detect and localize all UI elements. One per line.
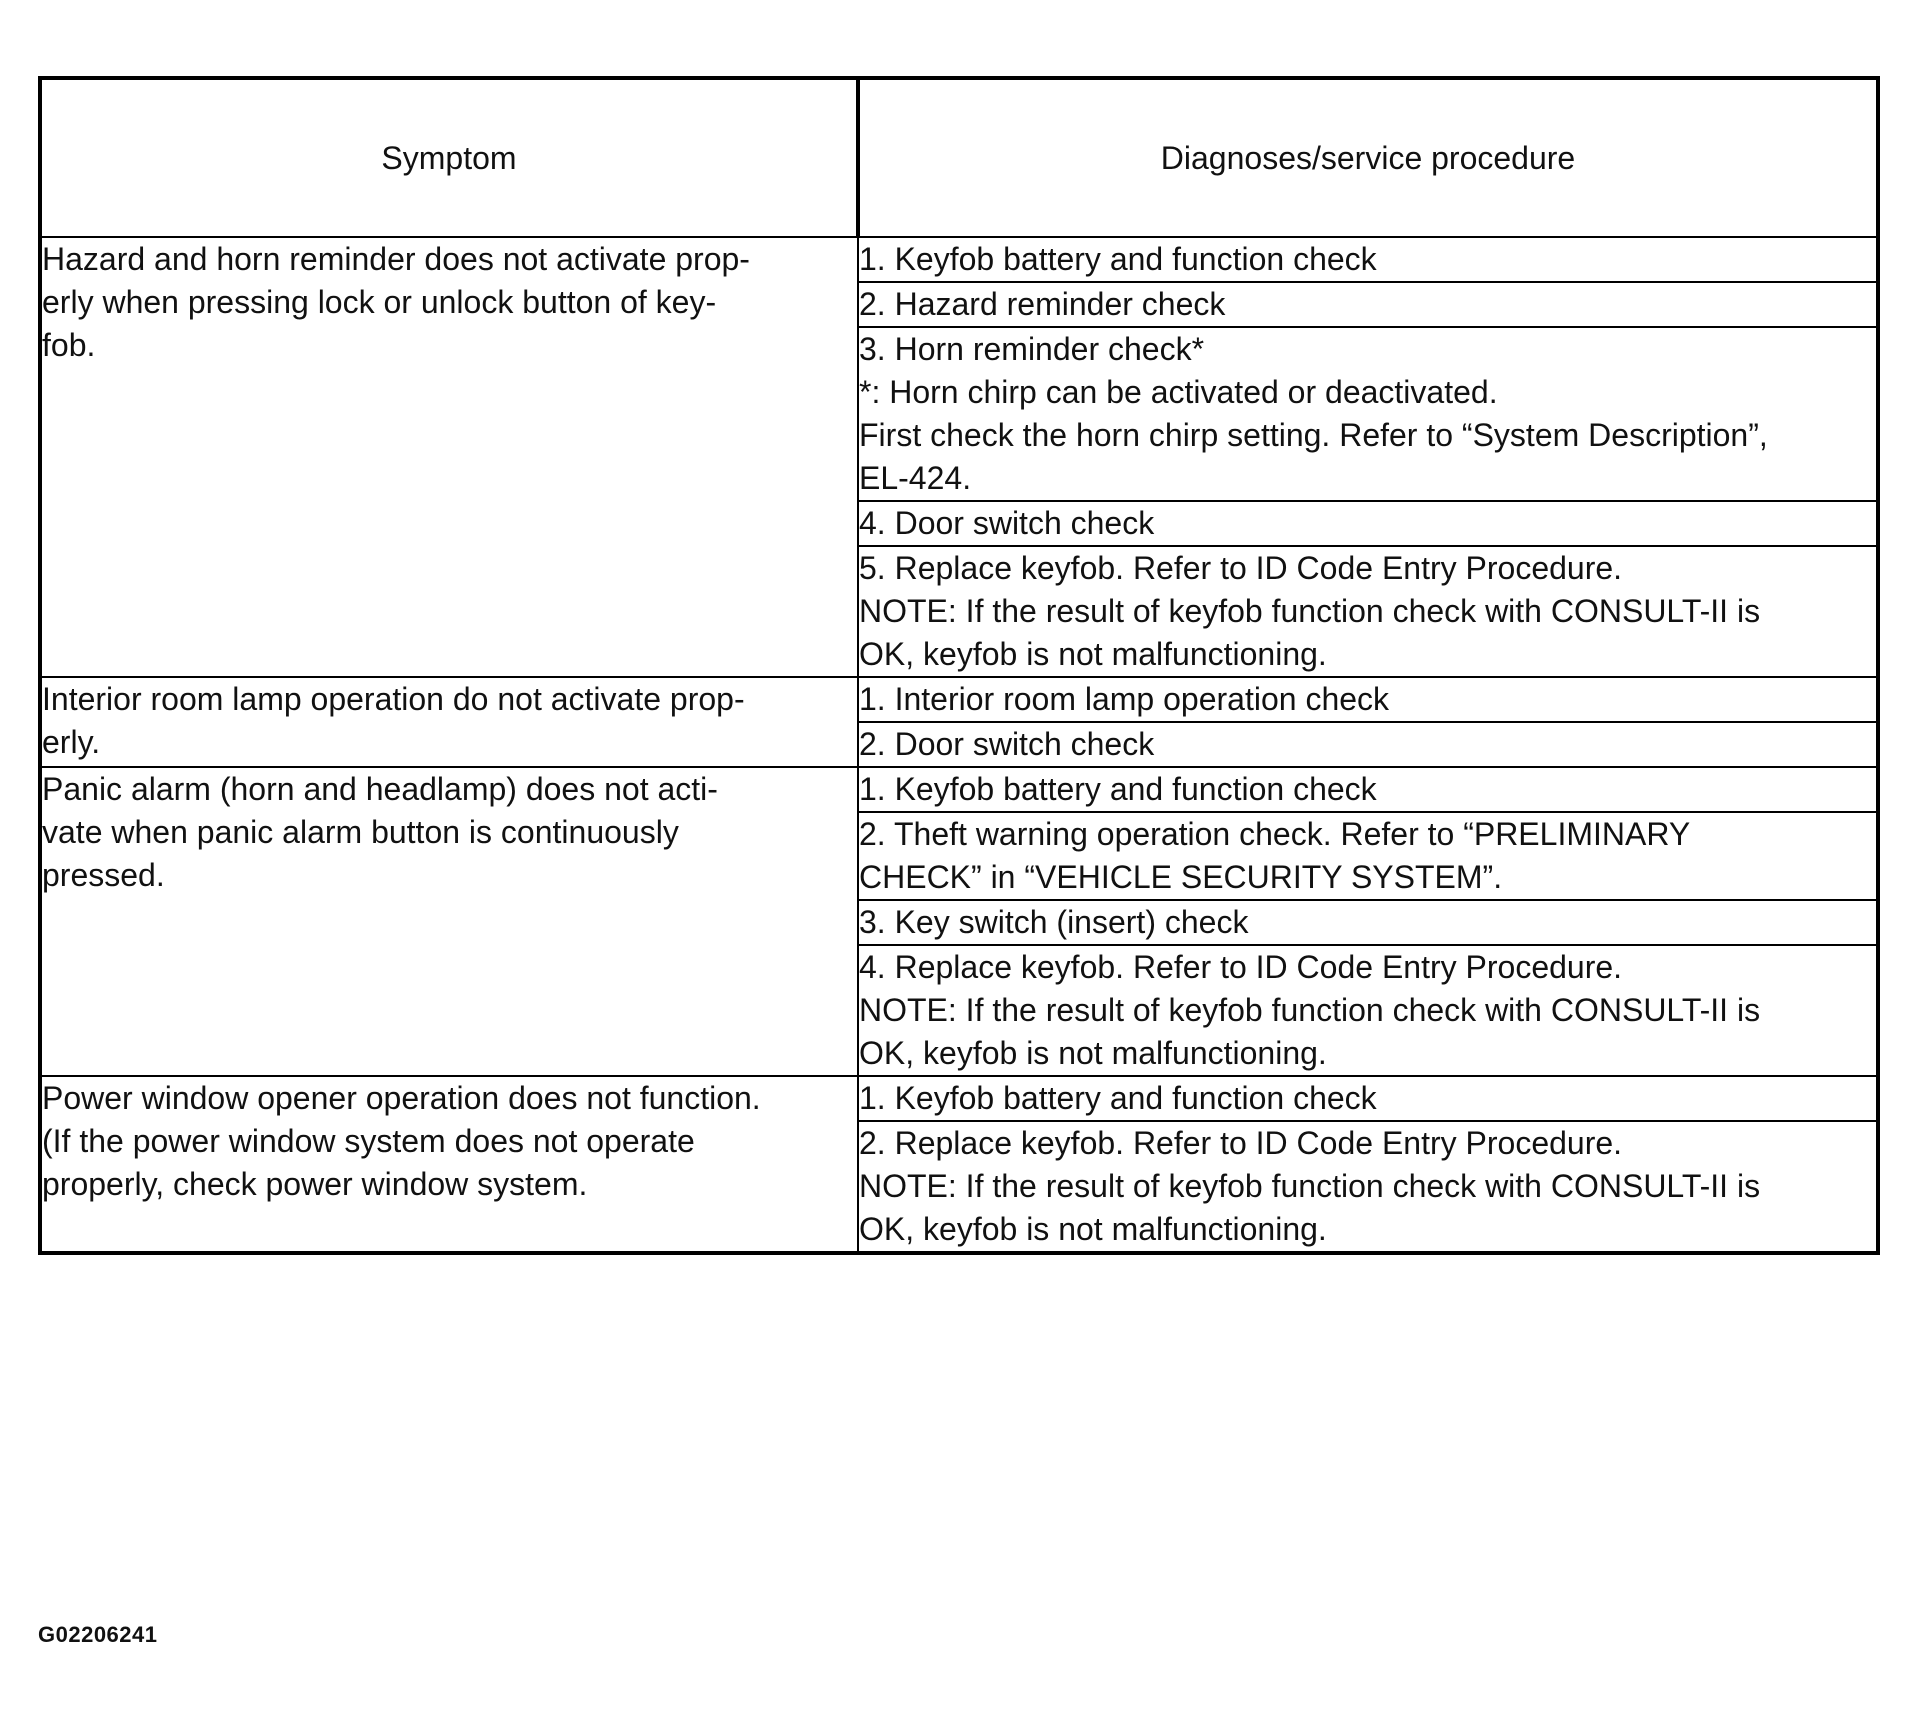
- symptom-text-line: pressed.: [42, 857, 165, 893]
- symptom-text-line: fob.: [42, 327, 96, 363]
- symptom-cell: [40, 677, 858, 767]
- procedure-text-line: 2. Theft warning operation check. Refer to “PRELIMINARY: [859, 816, 1691, 852]
- procedure-text-line: 1. Keyfob battery and function check: [859, 1080, 1377, 1116]
- procedure-text-line: 1. Keyfob battery and function check: [859, 241, 1377, 277]
- procedure-text-line: OK, keyfob is not malfunctioning.: [859, 1035, 1327, 1071]
- symptom-cell: [40, 767, 858, 1076]
- procedure-step-cell: [858, 722, 1878, 767]
- procedure-step-cell: [858, 812, 1878, 900]
- diagnosis-table-container: [38, 76, 1876, 1255]
- procedure-step-cell: [858, 282, 1878, 327]
- symptom-text-line: Interior room lamp operation do not activate prop-: [42, 681, 745, 717]
- symptom-text-line: Panic alarm (horn and headlamp) does not acti-: [42, 771, 718, 807]
- procedure-text-line: 2. Hazard reminder check: [859, 286, 1226, 322]
- symptom-text-line: Power window opener operation does not function.: [42, 1080, 761, 1116]
- procedure-step-cell: [858, 501, 1878, 546]
- procedure-text-line: OK, keyfob is not malfunctioning.: [859, 636, 1327, 672]
- procedure-column-header: Diagnoses/service procedure: [858, 78, 1878, 237]
- procedure-text-line: 2. Replace keyfob. Refer to ID Code Entry Procedure.: [859, 1125, 1623, 1161]
- procedure-text-line: 3. Horn reminder check*: [859, 331, 1205, 367]
- symptom-text-line: erly.: [42, 724, 101, 760]
- procedure-step-cell: [858, 1076, 1878, 1121]
- procedure-text-line: NOTE: If the result of keyfob function check with CONSULT-II is: [859, 593, 1761, 629]
- procedure-text-line: 4. Door switch check: [859, 505, 1155, 541]
- table-row: [40, 1076, 1878, 1121]
- procedure-text-line: First check the horn chirp setting. Refer to “System Description”,: [859, 417, 1768, 453]
- procedure-text-line: 3. Key switch (insert) check: [859, 904, 1249, 940]
- symptom-text-line: erly when pressing lock or unlock button of key-: [42, 284, 717, 320]
- symptom-column-header: Symptom: [40, 78, 858, 237]
- procedure-text-line: NOTE: If the result of keyfob function check with CONSULT-II is: [859, 1168, 1761, 1204]
- procedure-step-cell: [858, 945, 1878, 1076]
- procedure-step-cell: [858, 327, 1878, 501]
- procedure-text-line: 1. Interior room lamp operation check: [859, 681, 1390, 717]
- table-row: [40, 677, 1878, 722]
- procedure-step-cell: [858, 237, 1878, 282]
- procedure-text-line: NOTE: If the result of keyfob function check with CONSULT-II is: [859, 992, 1761, 1028]
- procedure-text-line: 2. Door switch check: [859, 726, 1155, 762]
- symptom-text-line: Hazard and horn reminder does not activate prop-: [42, 241, 750, 277]
- procedure-step-cell: [858, 767, 1878, 812]
- table-row: [40, 767, 1878, 812]
- procedure-step-cell: [858, 546, 1878, 677]
- symptom-text-line: vate when panic alarm button is continuously: [42, 814, 679, 850]
- table-row: [40, 237, 1878, 282]
- procedure-text-line: 4. Replace keyfob. Refer to ID Code Entry Procedure.: [859, 949, 1623, 985]
- procedure-step-cell: [858, 900, 1878, 945]
- symptom-cell: [40, 1076, 858, 1253]
- table-body: [40, 237, 1878, 1253]
- procedure-text-line: CHECK” in “VEHICLE SECURITY SYSTEM”.: [859, 859, 1503, 895]
- symptom-text-line: (If the power window system does not operate: [42, 1123, 695, 1159]
- symptom-text-line: properly, check power window system.: [42, 1166, 588, 1202]
- symptom-cell: [40, 237, 858, 677]
- figure-code: G02206241: [38, 1622, 158, 1647]
- procedure-text-line: 1. Keyfob battery and function check: [859, 771, 1377, 807]
- table-header-row: [40, 78, 1878, 237]
- procedure-step-cell: [858, 1121, 1878, 1253]
- procedure-text-line: 5. Replace keyfob. Refer to ID Code Entry Procedure.: [859, 550, 1623, 586]
- procedure-step-cell: [858, 677, 1878, 722]
- procedure-text-line: *: Horn chirp can be activated or deactivated.: [859, 374, 1498, 410]
- procedure-text-line: EL-424.: [859, 460, 972, 496]
- diagnosis-table: [38, 76, 1880, 1255]
- procedure-text-line: OK, keyfob is not malfunctioning.: [859, 1211, 1327, 1247]
